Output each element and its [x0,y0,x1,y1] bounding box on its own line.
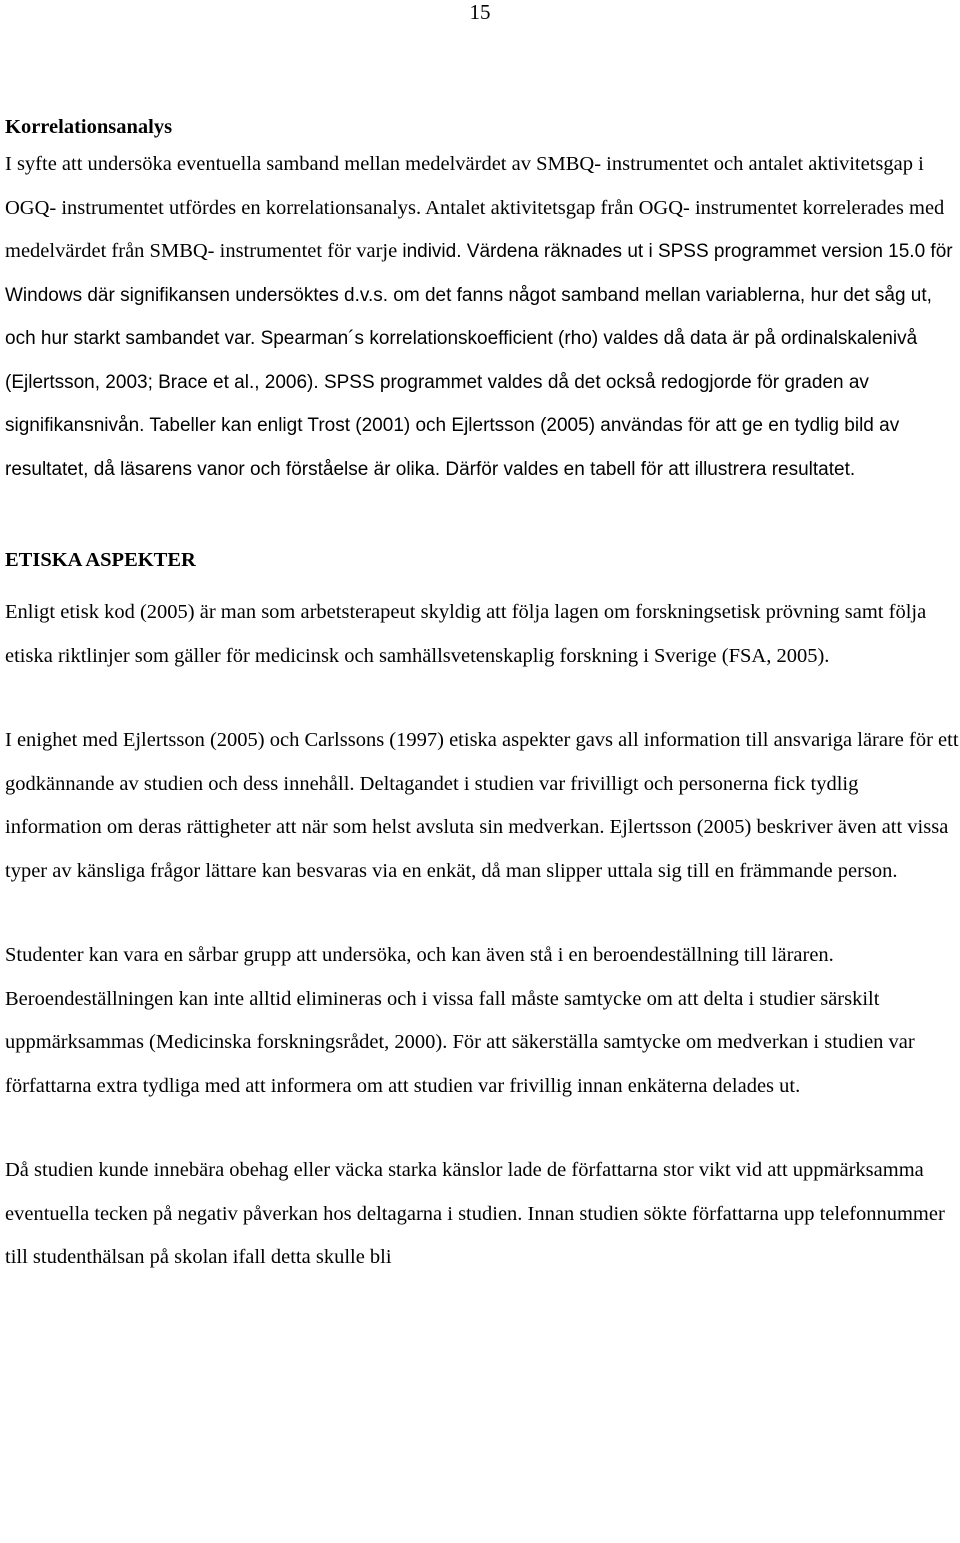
heading-spacer [5,576,960,591]
section-heading-korrelationsanalys: Korrelationsanalys [5,116,173,138]
paragraph-text-serif: I syfte att undersöka eventuella samband mellan medelvärdet av SMBQ- instrumentet och antalet aktivitetsgap i OGQ- instrumentet utfördes en korrelationsanalys. Antalet aktivitetsgap från OGQ- instrumentet korrelerades med medelvärdet från SMBQ- instrumentet för varje [5,153,945,262]
paragraph-spacer [5,1108,960,1149]
paragraph-text-sans: individ. Värdena räknades ut i SPSS programmet version 15.0 för Windows där signifikansen undersöktes d.v.s. om det fanns något samband mellan variablerna, hur det såg ut, och hur starkt sambandet var. Spearman´s korrelationskoefficient (rho) valdes då data är på ordinalskalenivå (Ejlertsson, 2003; Brace et al., 2006). SPSS programmet valdes då det också redogjorde för graden av signifikansnivån. Tabeller kan enligt Trost (2001) och Ejlertsson (2005) användas för att ge en tydlig bild av resultatet, då läsarens vanor och förståelse är olika. Därför valdes en tabell för att illustrera resultatet. [5,241,953,480]
document-body [5,112,960,1280]
section-heading-etiska-aspekter: ETISKA ASPEKTER [5,549,196,571]
paragraph-studenter: Studenter kan vara en sårbar grupp att undersöka, och kan även stå i en beroendeställning till läraren. Beroendeställningen kan inte alltid elimineras och i vissa fall måste samtycke om att delta i studier särskilt uppmärksammas (Medicinska forskningsrådet, 2000). För att säkerställa samtycke om medverkan i studien var författarna extra tydliga med att informera om att studien var frivillig innan enkäterna delades ut. [5,944,915,1097]
paragraph-korrelationsanalys [5,143,960,491]
paragraph-enighet: I enighet med Ejlertsson (2005) och Carlssons (1997) etiska aspekter gavs all information till ansvariga lärare för ett godkännande av studien och dess innehåll. Deltagandet i studien var frivilligt och personerna fick tydlig information om deras rättigheter att när som helst avsluta sin medverkan. Ejlertsson (2005) beskriver även att vissa typer av känsliga frågor lättare kan besvaras via en enkät, då man slipper uttala sig till en främmande person. [5,729,959,882]
section-spacer [5,491,960,545]
page-number: 15 [469,0,491,24]
paragraph-spacer [5,893,960,934]
paragraph-spacer [5,678,960,719]
paragraph-obehag: Då studien kunde innebära obehag eller väcka starka känslor lade de författarna stor vikt vid att uppmärksamma eventuella tecken på negativ påverkan hos deltagarna i studien. Innan studien sökte författarna upp telefonnummer till studenthälsan på skolan ifall detta skulle bli [5,1159,945,1268]
paragraph-etisk-kod: Enligt etisk kod (2005) är man som arbetsterapeut skyldig att följa lagen om forskningsetisk prövning samt följa etiska riktlinjer som gäller för medicinsk och samhällsvetenskaplig forskning i Sverige (FSA, 2005). [5,601,927,667]
